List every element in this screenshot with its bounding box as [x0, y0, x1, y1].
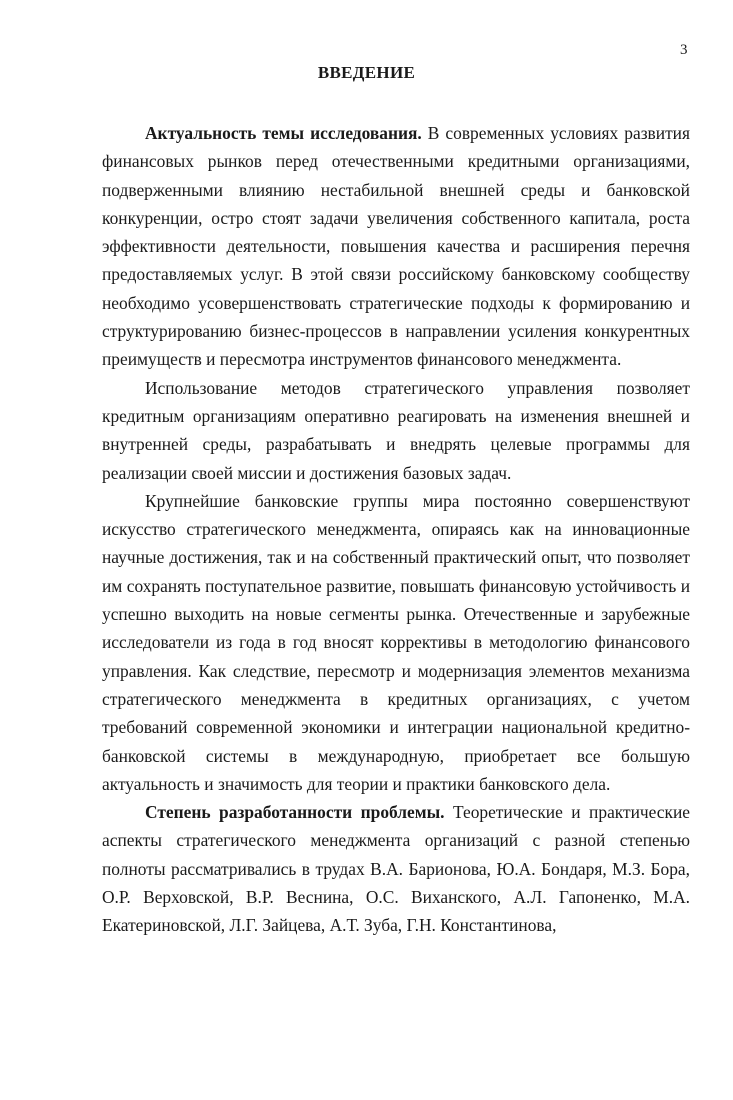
paragraph-body: Использование методов стратегического управления позволяет кредитным организациям оперативно реагировать на изменения внешней и внутренней среды, разрабатывать и внедрять целевые программы для реализации своей миссии и достижения базовых задач. — [102, 377, 690, 483]
section-heading: ВВЕДЕНИЕ — [317, 63, 416, 82]
body-text — [102, 119, 690, 940]
paragraph-strategic-methods — [102, 374, 690, 487]
paragraph-research-degree — [102, 798, 690, 939]
paragraph-lead: Актуальность темы исследования. — [145, 123, 422, 143]
paragraph-relevance — [102, 119, 690, 374]
paragraph-banking-groups — [102, 487, 690, 798]
paragraph-body: В современных условиях развития финансовых рынков перед отечественными кредитными организациями, подверженными влиянию нестабильной внешней среды и банковской конкуренции, остро стоят задачи увеличения собственного капитала, роста эффективности деятельности, повышения качества и расширения перечня предоставляемых услуг. В этой связи российскому банковскому сообществу необходимо усовершенствовать стратегические подходы к формированию и структурированию бизнес-процессов в направлении усиления конкурентных преимуществ и пересмотра инструментов финансового менеджмента. — [102, 123, 690, 370]
page-number: 3 — [680, 42, 688, 58]
paragraph-lead: Степень разработанности проблемы. — [145, 802, 445, 823]
paragraph-body: Крупнейшие банковские группы мира постоянно совершенствуют искусство стратегического менеджмента, опираясь как на инновационные научные достижения, так и на собственный практический опыт, что позволяет им сохранять поступательное развитие, повышать финансовую устойчивость и успешно выходить на новые сегменты рынка. Отечественные и зарубежные исследователи из года в год вносят коррективы в методологию финансового управления. Как следствие, пересмотр и модернизация элементов механизма стратегического менеджмента в кредитных организациях, с учетом требований современной экономики и интеграции национальной кредитно-банковской системы в международную, приобретает все большую актуальность и значимость для теории и практики банковского дела. — [102, 490, 690, 794]
paragraph-body: Теоретические и практические аспекты стратегического менеджмента организаций с разной степенью полноты рассматривались в трудах В.А. Барионова, Ю.А. Бондаря, М.З. Бора, О.Р. Верховской, В.Р. Веснина, О.С. Виханского, А.Л. Гапоненко, М.А. Екатериновской, Л.Г. Зайцева, А.Т. Зуба, Г.Н. Константинова, — [102, 802, 691, 936]
